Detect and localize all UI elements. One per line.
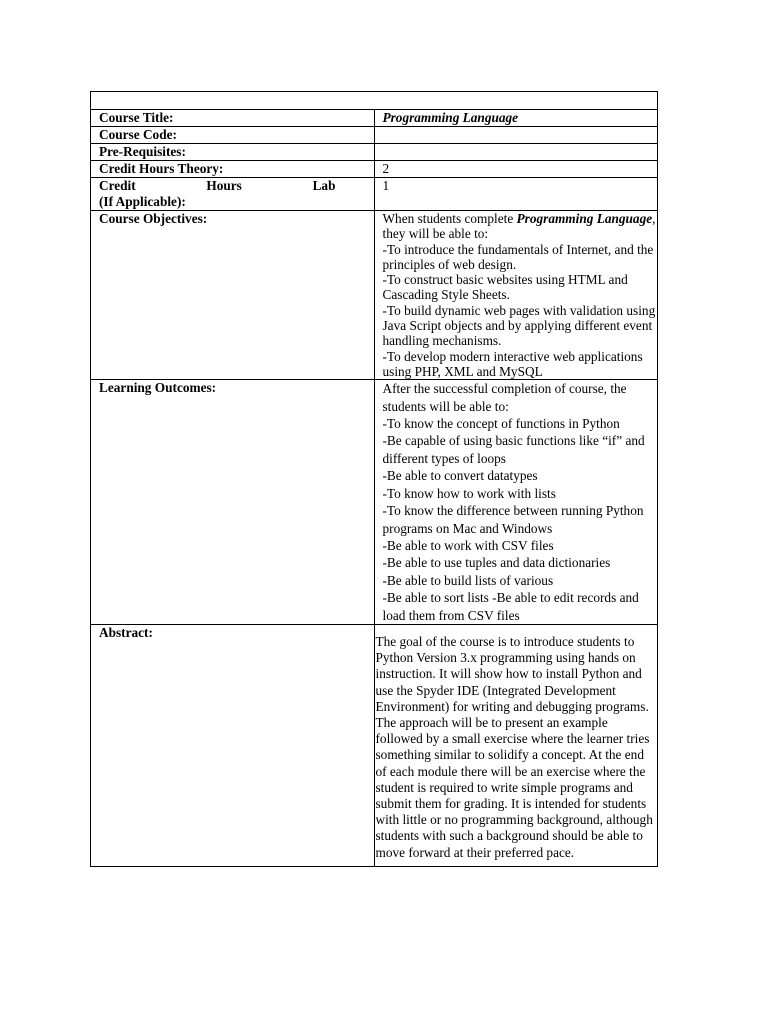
list-item: -To know the concept of functions in Python: [382, 416, 620, 432]
course-title-row: [91, 110, 658, 127]
objectives-list: [383, 242, 658, 380]
list-item: -Be able to work with CSV files: [382, 537, 554, 553]
list-item: -To construct basic websites using HTML and Cascading Style Sheets.: [382, 272, 628, 303]
list-item: -To develop modern interactive web applications using PHP, XML and MySQL: [382, 348, 643, 379]
objectives-intro-prefix: When students complete: [382, 211, 517, 226]
list-item: -To know the difference between running Python programs on Mac and Windows: [382, 503, 644, 536]
list-item: -Be capable of using basic functions like “if” and different types of loops: [382, 433, 645, 466]
credit-theory-value: 2: [374, 161, 658, 178]
outcomes-content: [374, 380, 658, 625]
credit-lab-word3: Lab: [312, 178, 336, 193]
list-item: -To build dynamic web pages with validation using Java Script objects and by applying different event handling mechanisms.: [382, 302, 656, 349]
credit-theory-label: Credit Hours Theory:: [91, 161, 375, 178]
abstract-row: [91, 624, 658, 866]
objectives-intro-suffix: , they will be able to:: [382, 211, 656, 242]
course-code-row: [91, 127, 658, 144]
objectives-row: [91, 211, 658, 380]
table-header-row: [91, 92, 658, 110]
course-title-label: Course Title:: [91, 110, 375, 127]
course-title-value: Programming Language: [382, 110, 519, 125]
credit-lab-word2: Hours: [206, 178, 242, 193]
empty-header-cell: [91, 92, 658, 110]
objectives-intro-course: Programming Language: [516, 211, 653, 226]
credit-lab-label: [91, 178, 375, 211]
list-item: -Be able to build lists of various: [382, 572, 554, 588]
outcomes-row: [91, 380, 658, 625]
course-code-value: [374, 127, 658, 144]
objectives-label: Course Objectives:: [91, 211, 375, 380]
prereq-value: [374, 144, 658, 161]
credit-lab-value: 1: [374, 178, 658, 211]
abstract-label: Abstract:: [91, 624, 375, 866]
list-item: -Be able to sort lists -Be able to edit records and load them from CSV files: [382, 590, 639, 623]
list-item: -Be able to convert datatypes: [382, 468, 538, 484]
prereq-row: [91, 144, 658, 161]
credit-lab-row: [91, 178, 658, 211]
outcomes-intro: After the successful completion of course, the students will be able to:: [382, 381, 627, 414]
credit-theory-row: [91, 161, 658, 178]
credit-lab-line2: (If Applicable):: [99, 194, 186, 209]
credit-lab-word1: Credit: [99, 178, 136, 193]
objectives-intro: [383, 211, 658, 242]
prereq-label: Pre-Requisites:: [91, 144, 375, 161]
outcomes-label: Learning Outcomes:: [91, 380, 375, 625]
course-outline-table: [90, 91, 658, 867]
course-code-label: Course Code:: [91, 127, 375, 144]
list-item: -To know how to work with lists: [382, 485, 556, 501]
list-item: -Be able to use tuples and data dictionaries: [382, 555, 611, 571]
list-item: -To introduce the fundamentals of Internet, and the principles of web design.: [382, 241, 654, 272]
outcomes-list: [383, 415, 658, 624]
abstract-text: The goal of the course is to introduce students to Python Version 3.x programming using hands on instruction. It will show how to install Python and use the Spyder IDE (Integrated Development Environment) for writing and debugging programs. The approach will be to present an example followed by a small exercise where the learner tries something similar to solidify a concept. At the end of each module there will be an exercise where the student is required to write simple programs and submit them for grading. It is intended for students with little or no programming background, although students with such a background should be able to move forward at their preferred pace.: [374, 624, 658, 866]
objectives-content: [374, 211, 658, 380]
